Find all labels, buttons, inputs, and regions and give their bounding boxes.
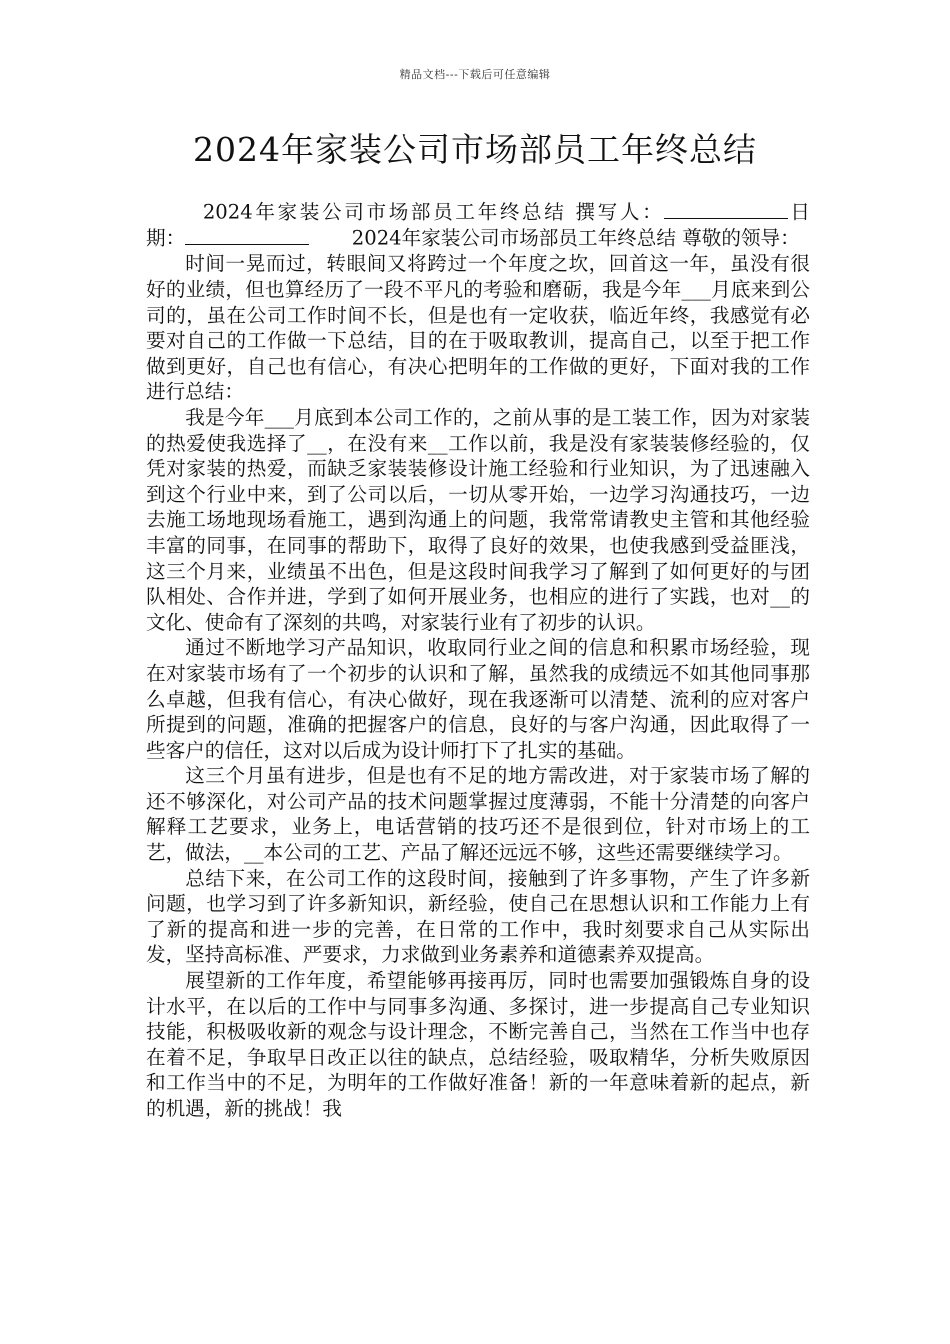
header-note: 精品文档---下载后可任意编辑 — [399, 68, 551, 81]
paragraph: 总结下来，在公司工作的这段时间，接触到了许多事物，产生了许多新问题，也学习到了许多新知识，新经验，使自己在思想认识和工作能力上有了新的提高和进一步的完善，在日常的工作中，我时刻要求自己从实际出发，坚持高标准、严要求，力求做到业务素养和道德素养双提高。 — [146, 866, 810, 967]
meta-block — [146, 199, 830, 251]
paragraph: 展望新的工作年度，希望能够再接再厉，同时也需要加强锻炼自身的设计水平，在以后的工作中与同事多沟通、多探讨，进一步提高自己专业知识技能，积极吸收新的观念与设计理念，不断完善自己，当然在工作当中也存在着不足，争取早日改正以往的缺点，总结经验，吸取精华，分析失败原因和工作当中的不足，为明年的工作做好准备！新的一年意味着新的起点，新的机遇，新的挑战！我 — [146, 969, 810, 1120]
author-blank — [664, 199, 787, 219]
paragraph: 这三个月虽有进步，但是也有不足的地方需改进，对于家装市场了解的还不够深化，对公司产品的技术问题掌握过度薄弱，不能十分清楚的向客户解释工艺要求，业务上，电话营销的技巧还不是很到位，针对市场上的工艺，做法，__本公司的工艺、产品了解还远远不够，这些还需要继续学习。 — [146, 764, 810, 865]
paragraph: 我是今年___月底到本公司工作的，之前从事的是工装工作，因为对家装的热爱使我选择了__，在没有来__工作以前，我是没有家装装修经验的，仅凭对家装的热爱，而缺乏家装装修设计施工经验和行业知识，为了迅速融入到这个行业中来，到了公司以后，一切从零开始，一边学习沟通技巧，一边去施工场地现场看施工，遇到沟通上的问题，我常常请教史主管和其他经验丰富的同事，在同事的帮助下，取得了良好的效果，也使我感到受益匪浅，这三个月来，业绩虽不出色，但是这段时间我学习了解到了如何更好的与团队相处、合作并进，学到了如何开展业务，也相应的进行了实践，也对__的文化、使命有了深刻的共鸣，对家装行业有了初步的认识。 — [146, 405, 810, 634]
date-blank — [185, 225, 308, 245]
meta-repeat-title: 2024年家装公司市场部员工年终总结 — [351, 226, 676, 250]
author-label: 撰写人： — [575, 200, 665, 224]
meta-line-title: 2024年家装公司市场部员工年终总结 — [202, 200, 567, 224]
paragraph: 通过不断地学习产品知识，收取同行业之间的信息和积累市场经验，现在对家装市场有了一个初步的认识和了解，虽然我的成绩远不如其他同事那么卓越，但我有信心，有决心做好，现在我逐渐可以清楚、流利的应对客户所提到的问题，准确的把握客户的信息，良好的与客户沟通，因此取得了一些客户的信任，这对以后成为设计师打下了扎实的基础。 — [146, 636, 810, 762]
salutation: 尊敬的领导： — [682, 226, 800, 250]
paragraph: 时间一晃而过，转眼间又将跨过一个年度之坎，回首这一年，虽没有很好的业绩，但也算经历了一段不平凡的考验和磨砺，我是今年___月底来到公司的，虽在公司工作时间不长，但是也有一定收获，临近年终，我感觉有必要对自己的工作做一下总结，目的在于吸取教训，提高自己，以至于把工作做到更好，自己也有信心，有决心把明年的工作做的更好，下面对我的工作进行总结： — [146, 252, 810, 404]
document-body — [146, 199, 830, 1122]
date-label: 日 期： — [146, 200, 830, 250]
document-title: 2024年家装公司市场部员工年终总结 — [193, 130, 757, 169]
